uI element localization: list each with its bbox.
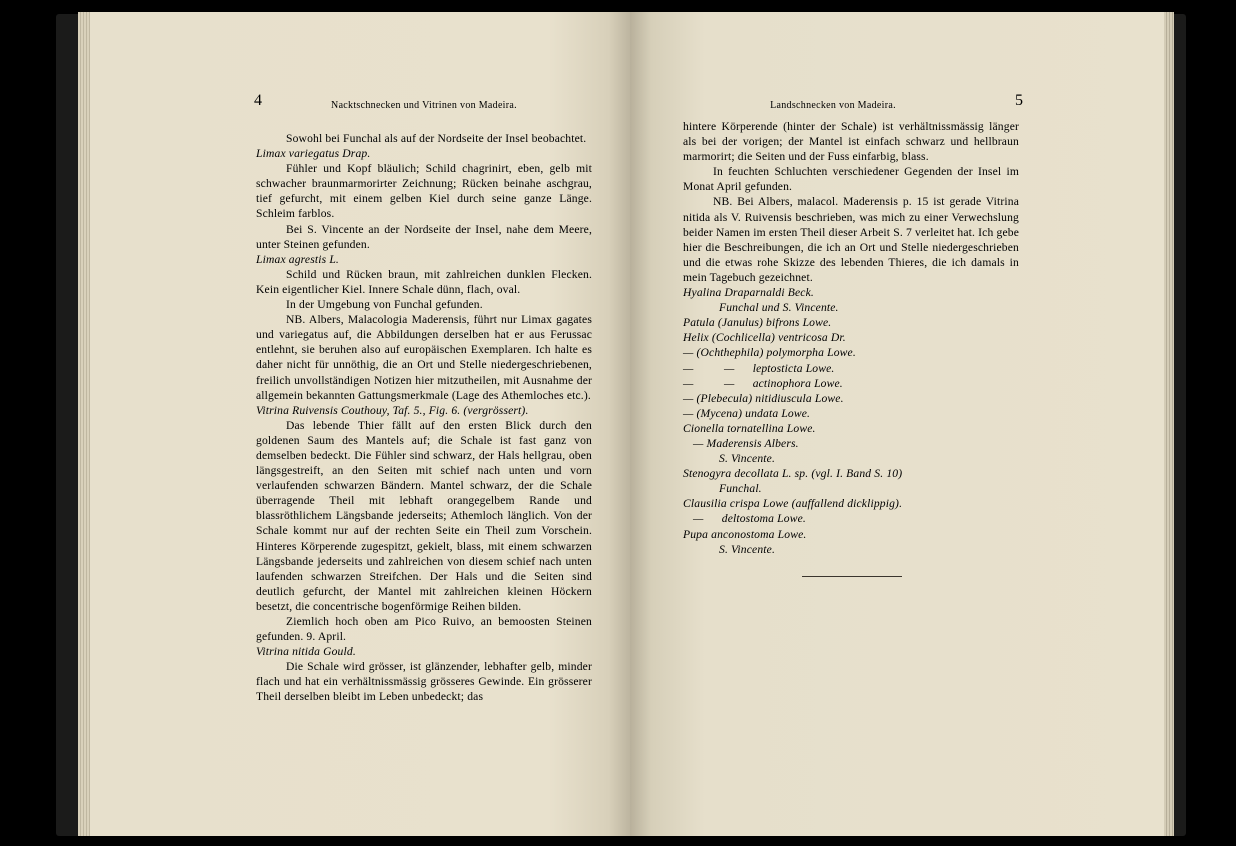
species-list-item: — — actinophora Lowe. — [683, 376, 843, 390]
paragraph: Die Schale wird grösser, ist glänzender, lebhafter gelb, minder flach und hat ein verhältnissmässig grösseres Gewinde. Ein grösserer Theil derselben bleibt im Leben unbedeckt; das — [256, 660, 592, 704]
page-edges-right — [1164, 12, 1174, 836]
paragraph: Das lebende Thier fällt auf den ersten Blick durch den goldenen Saum des Mantels auf; die Schale ist fast ganz von demselben bedeckt. Die Fühler sind schwarz, der Hals hellgrau, oben längsgestreift, an den Seiten mit schief nach unten und vorn verlaufenden schwarzen Bändern. Mantel schwarz, der die Schale überragende Theil mit lebhaft orangegelbem Rande und blassröthlichem Längsbande jederseits; Athemloch länglich. Von der Schale kommt nur auf der rechten Seite ein Theil zum Vorschein. Hinteres Körperende zugespitzt, gekielt, blass, mit einem schwarzen Längsbande jederseits und zahlreichen von diesem schief nach unten laufenden schwarzen Streifchen. Der Hals und die Seiten sind deutlich gefurcht, der Mantel mit zahlreichen kleinen Höckern besetzt, die concentrische bogenförmige Reihen bilden. — [256, 418, 592, 613]
species-list-item: Patula (Janulus) bifrons Lowe. — [683, 316, 832, 330]
species-heading: Limax variegatus Drap. — [256, 147, 371, 161]
right-page-number: 5 — [1015, 92, 1023, 109]
right-running-head: Landschnecken von Madeira. — [770, 100, 896, 111]
species-heading: Vitrina Ruivensis Couthouy, Taf. 5., Fig. 6. (vergrössert). — [256, 403, 529, 417]
species-list-item: Stenogyra decollata L. sp. (vgl. I. Band S. 10) — [683, 467, 903, 481]
paragraph: NB. Albers, Malacologia Maderensis, führt nur Limax gagates und variegatus auf, die Abbildungen derselben hat er aus Ferussac entlehnt, sie beruhen also auf europäischen Exemplaren. Ich halte es daher nicht für unnöthig, die an Ort und Stelle niedergeschriebenen, freilich unvollständigen Notizen hier mitzutheilen, mit Ausnahme der allgemein bekannten Gattungsmerkmale (Lage des Athemloches etc.). — [256, 313, 592, 402]
species-heading: Limax agrestis L. — [256, 252, 339, 266]
paragraph: Fühler und Kopf bläulich; Schild chagrinirt, eben, gelb mit schwacher braunmarmorirter Zeichnung; Rücken beinahe aschgrau, tief gefurcht, mit einem gelben Kiel durch seine ganze Länge. Schleim farblos. — [256, 162, 592, 221]
paragraph: Schild und Rücken braun, mit zahlreichen dunklen Flecken. Kein eigentlicher Kiel. Innere Schale dünn, flach, oval. — [256, 267, 592, 296]
species-list-item: S. Vincente. — [719, 542, 775, 556]
paragraph: NB. Bei Albers, malacol. Maderensis p. 15 ist gerade Vitrina nitida als V. Ruivensis beschrieben, was mich zu einer Verwechslung beider Namen im ersten Theil dieser Arbeit S. 7 verleitet hat. Ich gebe hier die Beschreibungen, die ich an Ort und Stelle niedergeschrieben und die etwas rohe Skizze des lebenden Thieres, die ich damals in mein Tagebuch gezeichnet. — [683, 195, 1019, 284]
left-page-number: 4 — [254, 92, 262, 109]
species-list-item: Funchal und S. Vincente. — [719, 301, 839, 315]
paragraph: In der Umgebung von Funchal gefunden. — [286, 298, 483, 312]
species-list-item: Cionella tornatellina Lowe. — [683, 421, 816, 435]
species-list-item: S. Vincente. — [719, 452, 775, 466]
species-list-item: — Maderensis Albers. — [693, 436, 799, 450]
paragraph: In feuchten Schluchten verschiedener Gegenden der Insel im Monat April gefunden. — [683, 165, 1019, 194]
left-page-header — [254, 92, 594, 118]
species-list-item: — (Plebecula) nitidiuscula Lowe. — [683, 391, 844, 405]
species-list-item: Funchal. — [719, 482, 762, 496]
paragraph: hintere Körperende (hinter der Schale) ist verhältnissmässig länger als bei der vorigen; der Mantel ist einfach schwarz und hellbraun marmorirt; die Seiten und der Fuss einfarbig, blass. — [683, 120, 1019, 164]
left-running-head: Nacktschnecken und Vitrinen von Madeira. — [331, 100, 517, 111]
left-page-text — [256, 131, 592, 705]
right-page-text — [683, 119, 1019, 557]
species-list-item: — deltostoma Lowe. — [693, 512, 806, 526]
right-page-header — [683, 92, 1023, 118]
paragraph: Sowohl bei Funchal als auf der Nordseite der Insel beobachtet. — [286, 132, 587, 145]
section-rule — [802, 576, 902, 577]
species-list-item: — (Ochthephila) polymorpha Lowe. — [683, 346, 856, 360]
species-list-item: Clausilia crispa Lowe (auffallend dicklippig). — [683, 497, 903, 511]
species-heading: Vitrina nitida Gould. — [256, 645, 356, 659]
species-list-item: Helix (Cochlicella) ventricosa Dr. — [683, 331, 846, 345]
species-list-item: Hyalina Draparnaldi Beck. — [683, 286, 814, 300]
species-list-item: — (Mycena) undata Lowe. — [683, 406, 811, 420]
paragraph: Ziemlich hoch oben am Pico Ruivo, an bemoosten Steinen gefunden. 9. April. — [256, 615, 592, 644]
paragraph: Bei S. Vincente an der Nordseite der Insel, nahe dem Meere, unter Steinen gefunden. — [256, 222, 592, 251]
species-list-item: Pupa anconostoma Lowe. — [683, 527, 807, 541]
species-list-item: — — leptosticta Lowe. — [683, 361, 835, 375]
